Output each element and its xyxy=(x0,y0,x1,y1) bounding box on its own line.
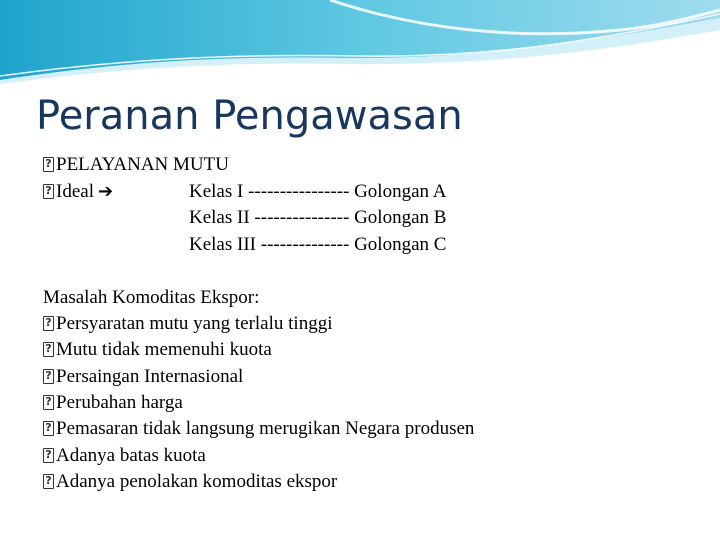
bullet-icon xyxy=(43,421,54,436)
masalah-item-text: Pemasaran tidak langsung merugikan Negara produsen xyxy=(56,418,475,439)
masalah-item xyxy=(43,311,332,337)
header-wave-decoration xyxy=(0,0,720,90)
slide-title: Peranan Pengawasan xyxy=(36,93,463,139)
masalah-item xyxy=(43,390,183,416)
masalah-item-text: Mutu tidak memenuhi kuota xyxy=(56,339,272,360)
bullet-icon xyxy=(43,369,54,384)
bullet-icon xyxy=(43,395,54,410)
kelas-line: Kelas I ---------------- Golongan A xyxy=(189,181,447,202)
masalah-item xyxy=(43,337,272,363)
mutu-heading-text: PELAYANAN MUTU xyxy=(56,154,229,175)
masalah-heading: Masalah Komoditas Ekspor: xyxy=(43,287,260,308)
masalah-item-text: Persaingan Internasional xyxy=(56,366,244,387)
kelas-line: Kelas II --------------- Golongan B xyxy=(189,207,447,228)
masalah-item-text: Perubahan harga xyxy=(56,392,183,413)
bullet-icon xyxy=(43,184,54,199)
ideal-label: Ideal xyxy=(56,181,94,202)
masalah-item-text: Persyaratan mutu yang terlalu tinggi xyxy=(56,313,333,334)
masalah-item xyxy=(43,416,474,442)
ideal-line xyxy=(43,179,113,205)
masalah-item-text: Adanya penolakan komoditas ekspor xyxy=(56,471,338,492)
bullet-icon xyxy=(43,342,54,357)
bullet-icon xyxy=(43,157,54,172)
masalah-item xyxy=(43,443,206,469)
right-arrow-icon: ➔ xyxy=(97,181,114,202)
masalah-item-text: Adanya batas kuota xyxy=(56,445,206,466)
bullet-icon xyxy=(43,316,54,331)
bullet-icon xyxy=(43,474,54,489)
bullet-icon xyxy=(43,448,54,463)
masalah-item xyxy=(43,469,337,495)
mutu-heading xyxy=(43,152,229,178)
kelas-line: Kelas III -------------- Golongan C xyxy=(189,234,447,255)
masalah-item xyxy=(43,364,243,390)
